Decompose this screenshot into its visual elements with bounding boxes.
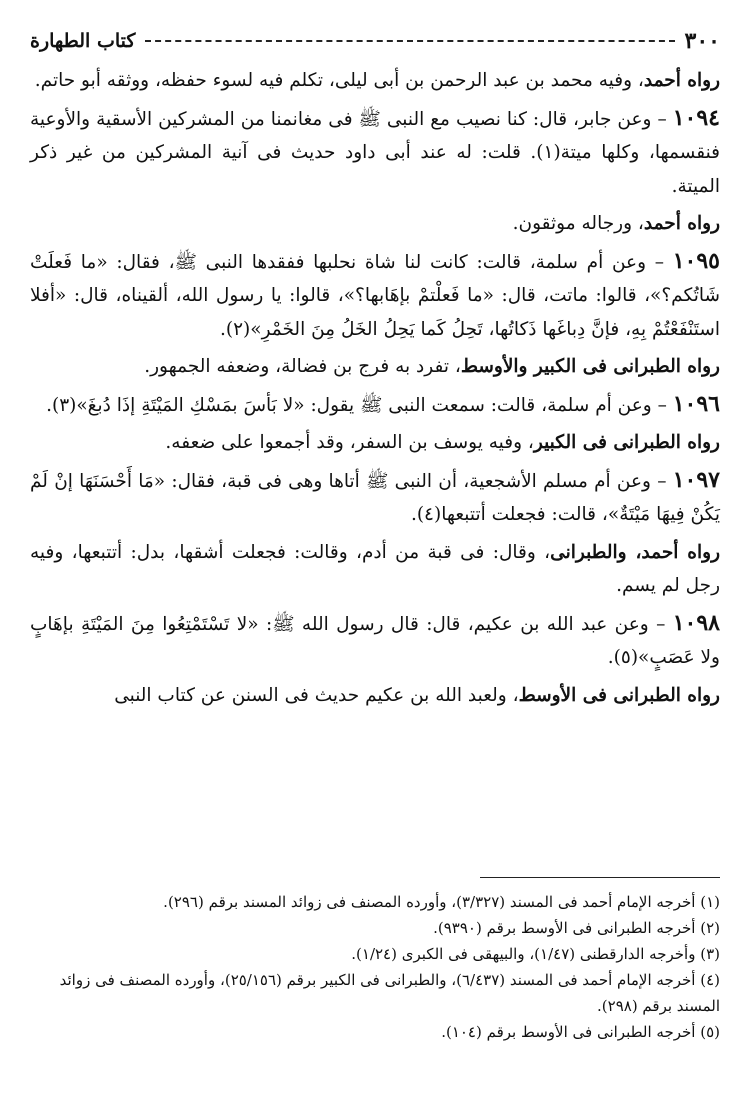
paragraph-text: ، تفرد به فرج بن فضالة، وضعفه الجمهور.: [144, 356, 461, 377]
header-dashed-rule: [145, 40, 674, 42]
paragraph: [30, 607, 720, 675]
paragraph-text: – وعن أم مسلم الأشجعية، أن النبى ﷺ أتاها وهى فى قبة، فقال: «مَا أَحْسَنَهَا إنْ لَمْ يَكُنْ فِيهَا مَيْتَةٌ»، قالت: فجعلت أتتبعها(٤).: [30, 470, 720, 525]
source-citation: رواه الطبرانى فى الكبير والأوسط: [460, 356, 720, 377]
paragraph: [30, 64, 720, 98]
hadith-number: ١٠٩٨: [672, 609, 720, 636]
footnote-separator: [480, 877, 720, 878]
page-number: ٣٠٠: [684, 28, 720, 54]
footnote: (٣) وأخرجه الدارقطنى (١/٤٧)، والبيهقى فى الكبرى (١/٢٤).: [351, 945, 720, 963]
hadith-number: ١٠٩٦: [672, 390, 720, 417]
running-header: [30, 22, 720, 60]
hadith-number: ١٠٩٧: [672, 466, 720, 493]
source-citation: رواه الطبرانى فى الأوسط: [518, 684, 720, 706]
source-citation: رواه أحمد: [643, 70, 720, 91]
footnote: (٢) أخرجه الطبرانى فى الأوسط برقم (٩٣٩٠).: [433, 919, 720, 937]
paragraph-text: – وعن أم سلمة، قالت: سمعت النبى ﷺ يقول: «لا بَأسَ بمَسْكِ المَيْتَةِ إذَا دُبغَ»(٣).: [46, 394, 673, 416]
paragraph-text: ، وقال: فى قبة من أدم، وقالت: فجعلت أشقها، بدل: أتتبعها، وفيه رجل لم يسم.: [30, 541, 720, 596]
paragraph-text: ، وفيه محمد بن عبد الرحمن بن أبى ليلى، تكلم فيه لسوء حفظه، ووثقه أبو حاتم.: [34, 70, 644, 91]
book-title: كتاب الطهارة: [30, 30, 136, 52]
source-citation: رواه الطبرانى فى الكبير: [533, 432, 720, 453]
paragraph-text: – وعن عبد الله بن عكيم، قال: قال رسول الله ﷺ: «لا تَسْتَمْتِعُوا مِنَ المَيْتَةِ بإهَابٍ ولا عَصَبٍ»(٥).: [30, 613, 720, 668]
footnote: (٥) أخرجه الطبرانى فى الأوسط برقم (١٠٤).: [441, 1023, 720, 1041]
hadith-number: ١٠٩٥: [672, 247, 720, 274]
paragraph: [30, 464, 720, 532]
footnote: (٤) أخرجه الإمام أحمد فى المسند (٦/٤٣٧)، والطبرانى فى الكبير برقم (٢٥/١٥٦)، وأورده المصنف فى زوائد المسند برقم (٢٩٨).: [59, 971, 720, 1015]
source-citation: رواه أحمد، والطبرانى: [550, 541, 721, 563]
paragraph-text: – وعن جابر، قال: كنا نصيب مع النبى ﷺ فى مغانمنا من المشركين الأسقية والأوعية فنقسمها، وكلها ميتة(١). قلت: له عند أبى داود حديث فى آنية المشركين من غير ذكر الميتة.: [30, 108, 720, 197]
main-text: [30, 64, 720, 712]
paragraph: [30, 388, 720, 423]
paragraph: [30, 536, 720, 603]
footnotes: [30, 889, 720, 1045]
book-page: [30, 22, 720, 1072]
paragraph: [30, 207, 720, 241]
paragraph-text: – وعن أم سلمة، قالت: كانت لنا شاة نحلبها ففقدها النبى ﷺ، فقال: «ما فَعلَتْ شَاتُكم؟»، قالوا: ماتت، قال: «ما فَعلْتمْ بإهَابها؟»، قالوا: يا رسول الله، ألقيناه، قال: «أفلا استَنْفَعْتُمْ بِهِ، فإنَّ دِباغَها ذَكاتُها، تَحِلُ كَما يَحِلُ الخَلُ مِنَ الخَمْرِ»(٢).: [30, 251, 720, 340]
hadith-number: ١٠٩٤: [672, 104, 720, 131]
paragraph-text: ، وفيه يوسف بن السفر، وقد أجمعوا على ضعفه.: [165, 432, 534, 453]
paragraph: [30, 426, 720, 460]
footnote: (١) أخرجه الإمام أحمد فى المسند (٣/٣٢٧)، وأورده المصنف فى زوائد المسند برقم (٢٩٦).: [163, 893, 720, 911]
source-citation: رواه أحمد: [643, 213, 720, 234]
paragraph: [30, 102, 720, 204]
paragraph: [30, 350, 720, 384]
paragraph: [30, 679, 720, 713]
paragraph-text: ، ورجاله موثقون.: [512, 213, 644, 234]
paragraph: [30, 245, 720, 347]
paragraph-text: ، ولعبد الله بن عكيم حديث فى السنن عن كتاب النبى: [114, 684, 519, 706]
